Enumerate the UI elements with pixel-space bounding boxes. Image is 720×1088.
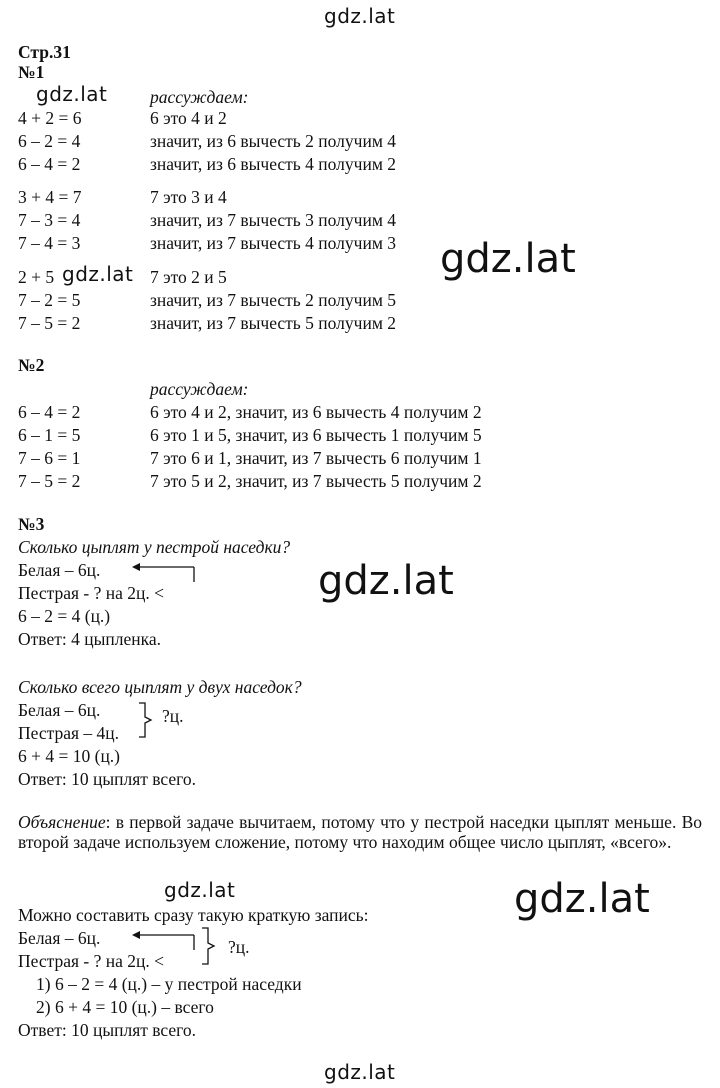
ex1-reasoning: значит, из 6 вычесть 4 получим 2 (150, 154, 397, 174)
ex2-reasoning: 7 это 5 и 2, значит, из 7 вычесть 5 получим 2 (150, 471, 482, 491)
combined-comparison-arrow (138, 935, 194, 950)
arrow-head (132, 563, 140, 571)
ex3-combined-intro: Можно составить сразу такую краткую запись: (18, 905, 369, 925)
watermark-small: gdz.lat (36, 82, 108, 106)
ex3-q1-line: Пестрая - ? на 2ц. < (18, 583, 164, 603)
ex3-explanation-label: Объяснение (18, 812, 106, 832)
ex2-equation: 6 – 1 = 5 (18, 425, 81, 445)
exercise-1-heading: рассуждаем: (150, 87, 249, 107)
ex3-q1-line: 6 – 2 = 4 (ц.) (18, 606, 111, 626)
ex3-combined-line: Белая – 6ц. (18, 928, 101, 948)
combined-arrow-head (132, 931, 140, 939)
ex3-explanation-text: : в первой задаче вычитаем, потому что у пестрой наседки цыплят меньше. Во второй задаче используем сложение, потому что находим общее число цыплят, «всего». (18, 812, 702, 852)
ex2-reasoning: 6 это 4 и 2, значит, из 6 вычесть 4 получим 2 (150, 402, 482, 422)
ex3-q2-brace-label: ?ц. (162, 706, 184, 726)
ex2-equation: 7 – 5 = 2 (18, 471, 81, 491)
ex3-step: 1) 6 – 2 = 4 (ц.) – у пестрой наседки (36, 974, 302, 994)
exercise-1-title: №1 (18, 62, 45, 82)
total-brace (139, 703, 151, 737)
ex3-combined-line: Пестрая - ? на 2ц. < (18, 951, 164, 971)
ex1-equation: 7 – 2 = 5 (18, 290, 81, 310)
ex3-q2-line: Белая – 6ц. (18, 700, 101, 720)
ex2-equation: 7 – 6 = 1 (18, 448, 81, 468)
exercise-2-title: №2 (18, 355, 45, 375)
ex1-reasoning: значит, из 7 вычесть 5 получим 2 (150, 313, 397, 333)
page-number: Стр.31 (18, 42, 71, 62)
watermark-bottom: gdz.lat (324, 1060, 396, 1084)
ex1-equation: 2 + 5 (18, 267, 55, 287)
ex1-equation: 7 – 3 = 4 (18, 210, 81, 230)
ex3-q2-line: Пестрая – 4ц. (18, 723, 120, 743)
comparison-arrow (138, 567, 194, 582)
watermark-large: gdz.lat (318, 558, 454, 604)
watermark-small: gdz.lat (164, 878, 236, 902)
exercise-3-title: №3 (18, 514, 45, 534)
watermark-small: gdz.lat (62, 262, 134, 286)
ex2-reasoning: 7 это 6 и 1, значит, из 7 вычесть 6 получим 1 (150, 448, 482, 468)
ex3-combined-brace-label: ?ц. (228, 937, 250, 957)
ex1-reasoning: значит, из 6 вычесть 2 получим 4 (150, 131, 397, 151)
ex1-reasoning: 7 это 3 и 4 (150, 187, 227, 207)
ex1-reasoning: значит, из 7 вычесть 3 получим 4 (150, 210, 397, 230)
ex2-equation: 6 – 4 = 2 (18, 402, 81, 422)
ex3-combined-answer: Ответ: 10 цыплят всего. (18, 1020, 197, 1040)
ex1-reasoning: значит, из 7 вычесть 4 получим 3 (150, 233, 397, 253)
ex1-equation: 7 – 5 = 2 (18, 313, 81, 333)
ex3-question-2: Сколько всего цыплят у двух наседок? (18, 677, 302, 697)
ex1-reasoning: 7 это 2 и 5 (150, 267, 227, 287)
combined-total-brace (202, 928, 214, 964)
ex2-reasoning: 6 это 1 и 5, значит, из 6 вычесть 1 получим 5 (150, 425, 482, 445)
ex1-equation: 6 – 2 = 4 (18, 131, 81, 151)
watermark-large: gdz.lat (514, 876, 650, 922)
exercise-2-heading: рассуждаем: (150, 379, 249, 399)
ex3-step: 2) 6 + 4 = 10 (ц.) – всего (36, 997, 214, 1017)
ex1-equation: 6 – 4 = 2 (18, 154, 81, 174)
watermark-large: gdz.lat (440, 236, 576, 282)
ex3-q1-line: Белая – 6ц. (18, 560, 101, 580)
ex1-equation: 7 – 4 = 3 (18, 233, 81, 253)
watermark-top: gdz.lat (324, 4, 396, 28)
ex3-q2-answer: Ответ: 10 цыплят всего. (18, 769, 197, 789)
ex1-reasoning: 6 это 4 и 2 (150, 108, 227, 128)
ex3-question-1: Сколько цыплят у пестрой наседки? (18, 537, 291, 557)
ex3-q2-line: 6 + 4 = 10 (ц.) (18, 746, 121, 766)
ex1-equation: 3 + 4 = 7 (18, 187, 82, 207)
ex1-equation: 4 + 2 = 6 (18, 108, 82, 128)
ex3-q1-answer: Ответ: 4 цыпленка. (18, 629, 161, 649)
ex1-reasoning: значит, из 7 вычесть 2 получим 5 (150, 290, 397, 310)
